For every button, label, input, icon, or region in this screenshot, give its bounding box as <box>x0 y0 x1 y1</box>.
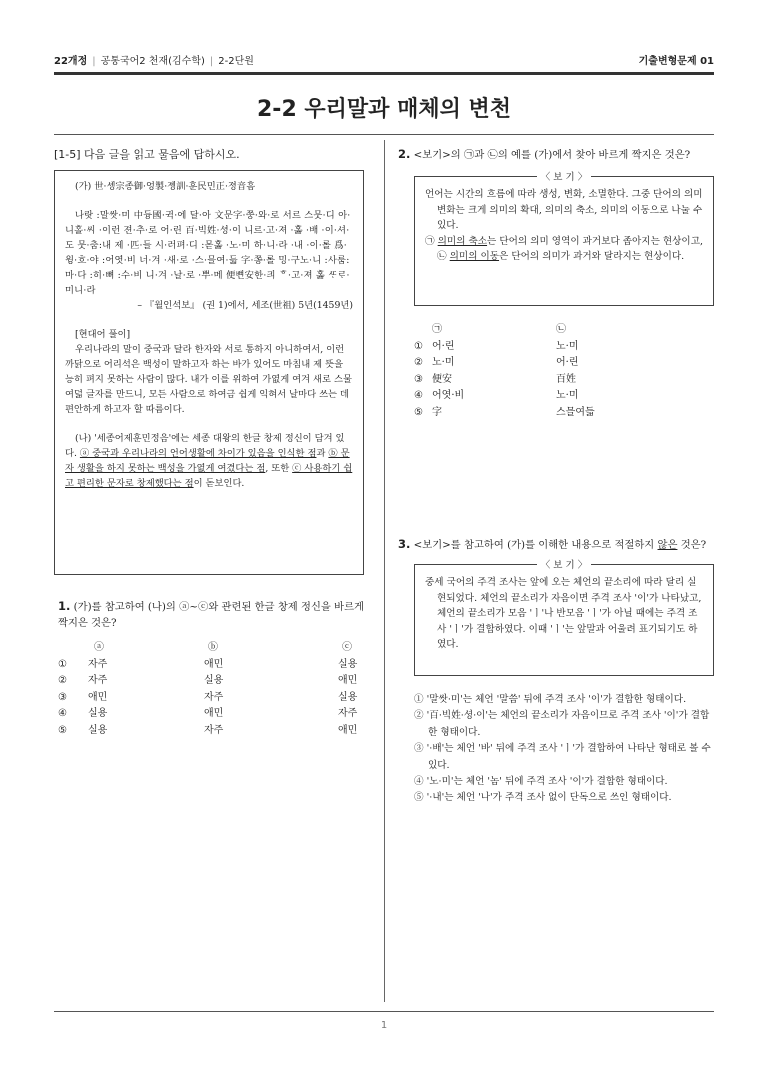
question-3-option[interactable]: ⑤ '·내'는 체언 '나'가 주격 조사 없이 단독으로 쓰인 형태이다. <box>414 792 672 804</box>
header-textbook: 공통국어2 천재(김수학) <box>100 56 205 67</box>
question-1 <box>58 598 364 631</box>
option-row[interactable] <box>58 690 368 707</box>
option-row[interactable] <box>58 723 368 740</box>
question-1-number: 1. <box>58 599 71 613</box>
option-b: 노·미 <box>556 390 579 401</box>
header-rule <box>54 72 714 75</box>
title-rule <box>54 134 714 135</box>
question-2 <box>398 146 728 163</box>
question-3-number: 3. <box>398 537 411 551</box>
question-3-option[interactable]: ③ '·배'는 체언 '바' 뒤에 주격 조사 'ㅣ'가 결합하여 나타난 형태로 볼 수 있다. <box>414 743 711 771</box>
option-a: 노·미 <box>432 357 455 368</box>
header-left: 22개정 | 공통국어2 천재(김수학) | 2-2단원 <box>54 56 254 67</box>
option-row[interactable] <box>58 706 368 723</box>
option-b: 자주 <box>204 691 224 703</box>
passage-modern-text: 우리나라의 말이 중국과 달라 한자와 서로 통하지 아니하여서, 이런 까닭으로 어리석은 백성이 말하고자 하는 바가 있어도 마침내 제 뜻을 능히 펴지 못하는 사람이 많다. 내가 이를 위하여 가엾게 여겨 새로 스물여덟 글자를 만드니, 모든 사람으로 하여금 쉽게 익혀서 날마다 쓰는 데 편안하게 하고자 할 따름이다. <box>65 344 352 415</box>
option-b: 스믈여듧 <box>556 406 595 418</box>
question-3-option[interactable]: ② '百·빅姓·셩·이'는 체언의 끝소리가 자음이므로 주격 조사 '이'가 결합한 형태이다. <box>414 710 710 738</box>
question-3-option[interactable]: ④ '노·미'는 체언 '놈' 뒤에 주격 조사 '이'가 결합한 형태이다. <box>414 776 668 788</box>
header-unit: 2-2단원 <box>218 56 254 67</box>
option-c: 애민 <box>338 675 358 686</box>
option-row[interactable] <box>414 355 714 372</box>
passage-ga-text: 나랏 :말쌋·미 中듕國·귁·에 달·아 文문字·쭝·와·로 서르 스뭇·디 아·니홀·씨 ·이런 젼·추·로 어·린 百·빅姓·셩·이 니르·고·져 ·홇 ·배 ·이·셔·도 뭇·춤:내 제 ·匹·들 시·러펴·디 :몯홇 ·노·미 하·니·라 ·내 ·이·롤 爲·윙·흐·야 :어엿·비 너·겨 ·새·로 ·스·믈여·듧 字·쫑·롤 밍·구노·니 :사룸:마·다 :히·뼈 :수·비 니·겨 ·날·로 ·뿌·메 便뼌安한·킈 ᄒ·고·져 홇 ᄯᆞᄅᆞ·미니·라 <box>65 210 351 296</box>
option-b: 百姓 <box>556 373 576 385</box>
question-2-number: 2. <box>398 147 411 161</box>
option-number: ① <box>58 658 67 670</box>
question-1-header-row: ⓐ ⓑ ⓒ <box>94 642 352 653</box>
option-b: 어·린 <box>556 357 579 368</box>
question-1-options <box>58 640 368 739</box>
instruction: [1-5] 다음 글을 읽고 물음에 답하시오. <box>54 148 240 161</box>
question-1-stem: (가)를 참고하여 (나)의 ⓐ~ⓒ와 관련된 한글 창제 정신을 바르게 짝지은 것은? <box>58 601 364 629</box>
option-number: ④ <box>414 390 423 401</box>
option-row[interactable] <box>414 405 714 422</box>
option-row[interactable] <box>58 657 368 674</box>
question-2-bogi-box <box>414 172 714 306</box>
passage-modern-heading: [현대어 풀이] <box>75 329 131 340</box>
passage-ga-source: – 『월인석보』 (권 1)에서, 세조(世祖) 5년(1459년) <box>137 300 353 311</box>
question-3-emphasis: 않은 <box>657 539 678 551</box>
page-title: 2-2 우리말과 매체의 변천 <box>257 97 511 122</box>
option-c: 자주 <box>338 708 358 719</box>
passage-ga-heading: (가) 世·솅宗종御·엉製·졩訓·훈民민正·졍音흠 <box>75 181 256 192</box>
passage-box <box>54 170 364 575</box>
question-2-bogi-p2: ㉠ 의미의 축소는 단어의 의미 영역이 과거보다 좁아지는 현상이고, ㉡ 의미의 이동은 단어의 의미가 과거와 달라지는 현상이다. <box>425 235 704 262</box>
option-number: ③ <box>414 373 423 385</box>
option-row[interactable] <box>58 673 368 690</box>
option-b: 노·미 <box>556 340 579 352</box>
option-number: ⑤ <box>414 406 423 418</box>
option-a: 便安 <box>432 373 452 385</box>
passage-na-a: ⓐ 중국과 우리나라의 언어생활에 차이가 있음을 인식한 점 <box>79 448 317 459</box>
page-number: 1 <box>380 1020 388 1031</box>
option-a: 실용 <box>88 708 108 719</box>
option-a: 자주 <box>88 675 108 686</box>
header-curriculum: 22개정 <box>54 56 88 67</box>
option-number: ④ <box>58 708 67 719</box>
passage-na-c: ⓒ 사용하기 쉽고 편리한 문자로 창제했다는 점 <box>65 463 353 489</box>
option-a: 어엿·비 <box>432 390 465 401</box>
passage-na-b: ⓑ 문자 생활을 하지 못하는 백성을 가엾게 여겼다는 점 <box>65 448 350 474</box>
header-right: 기출변형문제 01 <box>638 56 714 67</box>
question-3-option[interactable]: ① '말쌋·미'는 체언 '말씀' 뒤에 주격 조사 '이'가 결합한 형태이다. <box>414 694 687 705</box>
option-row[interactable] <box>414 388 714 405</box>
option-c: 애민 <box>338 724 358 736</box>
option-number: ③ <box>58 691 67 703</box>
page-header <box>54 52 714 68</box>
question-2-header-row: ㉠ ㉡ <box>432 324 566 335</box>
option-c: 실용 <box>338 658 358 670</box>
question-3: 3. <보기>를 참고하여 (가)를 이해한 내용으로 적절하지 않은 것은? <box>398 537 707 551</box>
question-2-options <box>414 322 714 421</box>
question-2-bogi-p1: 언어는 시간의 흐름에 따라 생성, 변화, 소멸한다. 그중 단어의 의미 변화는 크게 의미의 확대, 의미의 축소, 의미의 이동으로 나눌 수 있다. <box>425 189 703 231</box>
option-b: 자주 <box>204 724 224 736</box>
option-number: ② <box>58 675 67 686</box>
option-b: 애민 <box>204 658 224 670</box>
footer-rule <box>54 1011 714 1012</box>
column-divider <box>384 140 385 1002</box>
option-number: ⑤ <box>58 724 67 736</box>
option-number: ② <box>414 357 423 368</box>
option-a: 字 <box>432 406 442 418</box>
question-3-bogi-box <box>414 560 714 676</box>
option-b: 실용 <box>204 675 224 686</box>
option-number: ① <box>414 340 423 352</box>
bogi-label: 〈 보 기 〉 <box>537 560 591 571</box>
question-3-bogi-text: 중세 국어의 주격 조사는 앞에 오는 체언의 끝소리에 따라 달리 실현되었다. 체언의 끝소리가 자음이면 주격 조사 '이'가 나타났고, 체언의 끝소리가 모음 'ㅣ'나 반모음 'ㅣ'가 아닐 때에는 주격 조사 'ㅣ'가 결합하였다. 이때 'ㅣ'는 앞말과 어울려 표기되기도 하였다. <box>425 577 702 650</box>
option-a: 어·린 <box>432 340 455 352</box>
question-2-stem: <보기>의 ㉠과 ㉡의 예를 (가)에서 찾아 바르게 짝지은 것은? <box>413 149 691 161</box>
option-row[interactable] <box>414 339 714 356</box>
option-a: 애민 <box>88 691 108 703</box>
option-c: 실용 <box>338 691 358 703</box>
passage-na: (나) '세종어제훈민정음'에는 세종 대왕의 한글 창제 정신이 담겨 있다. ⓐ 중국과 우리나라의 언어생활에 차이가 있음을 인식한 점과 ⓑ 문자 생활을 하지 못하는 백성을 가엾게 여겼다는 점, 또한 ⓒ 사용하기 쉽고 편리한 문자로 창제했다는 점이 돋보인다. <box>65 433 353 489</box>
option-row[interactable] <box>414 372 714 389</box>
bogi-label: 〈 보 기 〉 <box>537 172 591 183</box>
option-b: 애민 <box>204 708 224 719</box>
option-a: 실용 <box>88 724 108 736</box>
question-3-options <box>414 692 714 807</box>
option-a: 자주 <box>88 658 108 670</box>
